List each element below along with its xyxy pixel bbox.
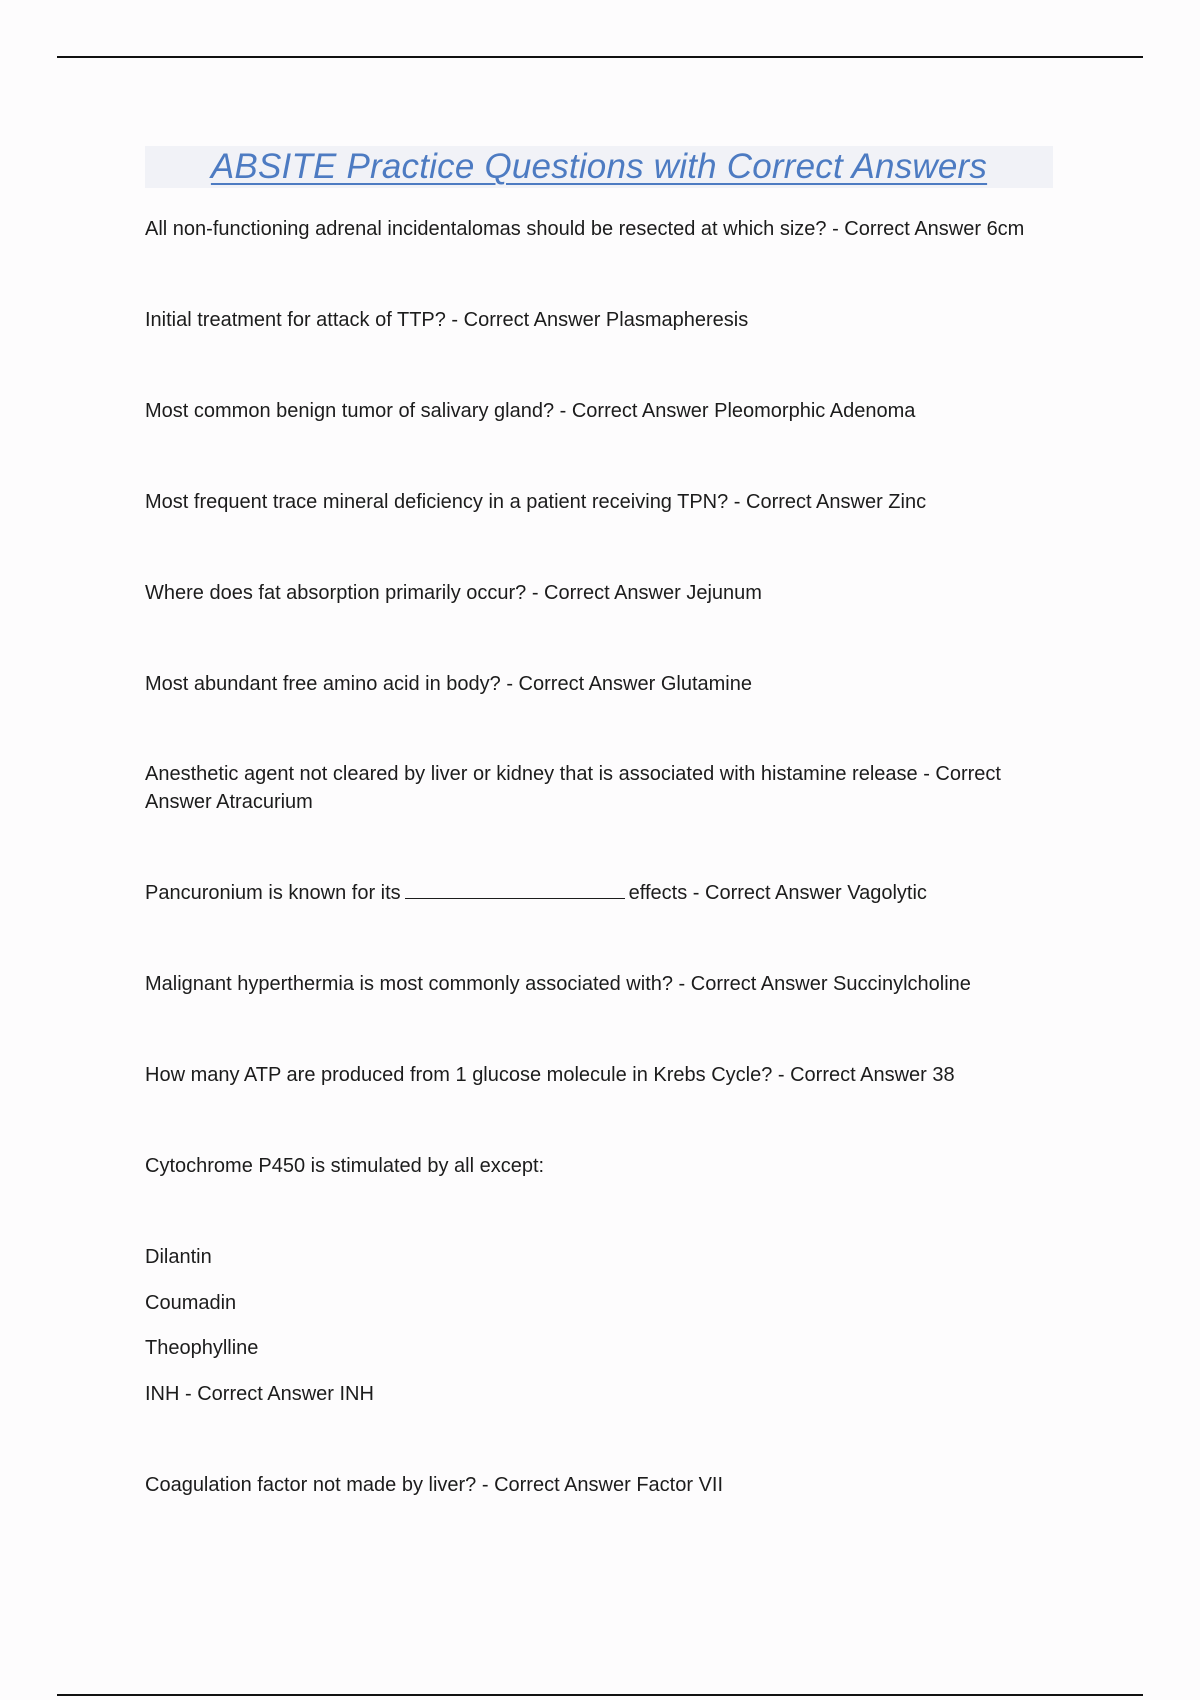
header-rule [57,56,1143,58]
title-banner [145,146,1053,188]
qa-item-malignant-hyperthermia: Malignant hyperthermia is most commonly associated with? - Correct Answer Succinylcholine [145,973,971,995]
qa-item-ttp: Initial treatment for attack of TTP? - Correct Answer Plasmapheresis [145,309,749,331]
qa-item-pancuronium [145,879,1045,907]
option-coumadin: Coumadin [145,1292,237,1314]
qa-item-fat-absorption: Where does fat absorption primarily occur? - Correct Answer Jejunum [145,582,762,604]
qa-item-cytochrome: Cytochrome P450 is stimulated by all except: [145,1155,545,1177]
fill-in-blank [405,880,625,899]
option-dilantin: Dilantin [145,1246,212,1268]
qa-item-amino-acid: Most abundant free amino acid in body? - Correct Answer Glutamine [145,673,752,695]
qa-item-coagulation: Coagulation factor not made by liver? - Correct Answer Factor VII [145,1474,724,1496]
qa-item-pancuronium-after: effects - Correct Answer Vagolytic [628,882,927,904]
option-inh-answer: INH - Correct Answer INH [145,1383,374,1405]
qa-item-anesthetic: Anesthetic agent not cleared by liver or kidney that is associated with histamine release - Correct Answer Atracurium [145,763,1001,813]
qa-item-tpn: Most frequent trace mineral deficiency in a patient receiving TPN? - Correct Answer Zinc [145,491,927,513]
qa-item-atp: How many ATP are produced from 1 glucose molecule in Krebs Cycle? - Correct Answer 38 [145,1064,955,1086]
qa-item-adrenal: All non-functioning adrenal incidentalomas should be resected at which size? - Correct Answer 6cm [145,218,1025,240]
qa-item-pancuronium-before: Pancuronium is known for its [145,882,401,904]
footer-rule [57,1694,1143,1696]
document-title: ABSITE Practice Questions with Correct Answers [210,147,988,186]
qa-item-salivary: Most common benign tumor of salivary gland? - Correct Answer Pleomorphic Adenoma [145,400,916,422]
option-theophylline: Theophylline [145,1337,259,1359]
